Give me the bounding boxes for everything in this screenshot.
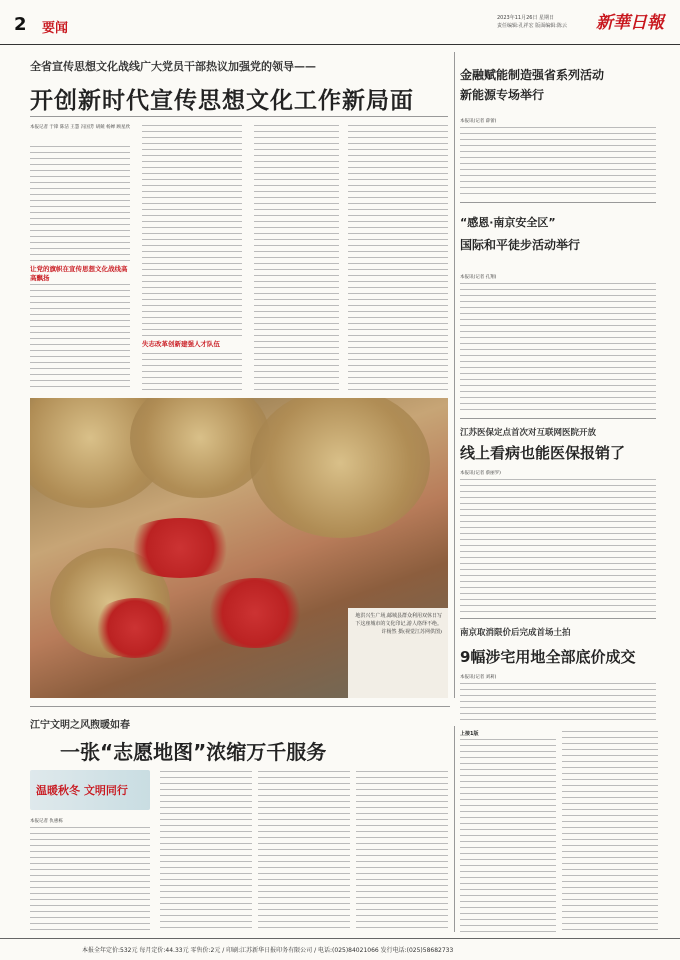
jiangning-body-col-2 [160, 770, 252, 932]
crowd-cluster [120, 518, 240, 578]
housing-body [460, 682, 656, 722]
bottom-column-divider [454, 726, 455, 932]
finance-byline: 本报讯(记者 薛蕾) [460, 119, 497, 124]
housing-byline: 本报讯(记者 刘莉) [460, 675, 497, 680]
banner-text: 温暖秋冬 文明同行 [36, 784, 128, 797]
nanjing-rule [460, 418, 656, 419]
finance-rule [460, 202, 656, 203]
page-footer [0, 938, 680, 960]
finance-kicker: 金融赋能制造强省系列活动 [460, 68, 605, 82]
healthcare-rule [460, 618, 656, 619]
lead-subhead-2: 失志改革创新建强人才队伍 [142, 340, 242, 349]
section-rule [30, 706, 450, 707]
housing-kicker: 南京取消限价后完成首场土拍 [460, 628, 571, 638]
lead-body-col-3 [254, 124, 339, 394]
jiangning-body-col-1 [30, 826, 150, 932]
lead-photo [30, 398, 448, 698]
finance-headline: 新能源专场举行 [460, 88, 545, 102]
finance-body [460, 126, 656, 196]
continued-body-2 [562, 730, 658, 932]
lead-headline: 开创新时代宣传思想文化工作新局面 [30, 88, 414, 114]
footer-text: 本报全年定价:532元 每月定价:44.33元 零售价:2元 / 印刷:江苏新华日报印务有限公司 / 电话:(025)84021066 发行电话:(025)58682733 [82, 947, 454, 954]
lead-byline-text: 本报记者 于锋 陈洁 王慧 冯国芳 胡兢 杨婵 顾星欣 [30, 125, 131, 130]
masthead [0, 0, 680, 45]
lead-subhead-1: 让党的旗帜在宣传思想文化战线高高飘扬 [30, 265, 130, 283]
nanjing-byline: 本报讯(记者 孔翔) [460, 275, 497, 280]
tree-canopy [250, 398, 430, 538]
nanjing-body [460, 282, 656, 412]
issue-date: 2023年11月26日 星期日 [497, 15, 555, 21]
newspaper-logo: 新華日報 [596, 13, 664, 33]
column-divider [454, 52, 455, 698]
healthcare-headline: 线上看病也能医保报销了 [460, 444, 626, 462]
continued-body-1 [460, 738, 556, 932]
crowd-cluster [200, 578, 310, 648]
photo-caption: 地洪兴生广场,邮城县群众利用双休日写下这座城市的文化印记,游人络绎不绝。 许杨然 摄(视觉江苏网供图) [355, 613, 442, 635]
page-number: 2 [14, 14, 27, 35]
lead-headline-rule [30, 116, 448, 117]
healthcare-body [460, 478, 656, 613]
editor-credits: 责任编辑:孔祥宏 版面编辑:陈云 [497, 23, 567, 29]
lead-body-col-4 [348, 124, 448, 394]
healthcare-byline: 本报讯(记者 蔡丽罗) [460, 471, 501, 476]
crowd-cluster [90, 598, 180, 658]
lead-byline [30, 124, 130, 131]
section-label: 要闻 [42, 21, 69, 36]
jiangning-body-col-4 [356, 770, 448, 932]
housing-headline: 9幅涉宅用地全部底价成交 [460, 648, 636, 666]
lead-kicker: 全省宣传思想文化战线广大党员干部热议加强党的领导—— [30, 60, 316, 73]
jiangning-headline: 一张“志愿地图”浓缩万千服务 [60, 740, 327, 764]
continued-label: 上接1版 [460, 731, 479, 737]
jiangning-byline: 本报记者 仇惠栋 [30, 819, 63, 824]
jiangning-body-col-3 [258, 770, 350, 932]
jiangning-kicker: 江宁文明之风煦暖如春 [30, 720, 130, 731]
jiangning-banner [30, 770, 150, 810]
nanjing-headline-2: 国际和平徒步活动举行 [460, 238, 581, 252]
healthcare-kicker: 江苏医保定点首次对互联网医院开放 [460, 428, 597, 438]
nanjing-headline-1: “感恩·南京安全区” [460, 216, 556, 229]
date-info [497, 14, 567, 30]
lead-body-col-2 [142, 124, 242, 394]
